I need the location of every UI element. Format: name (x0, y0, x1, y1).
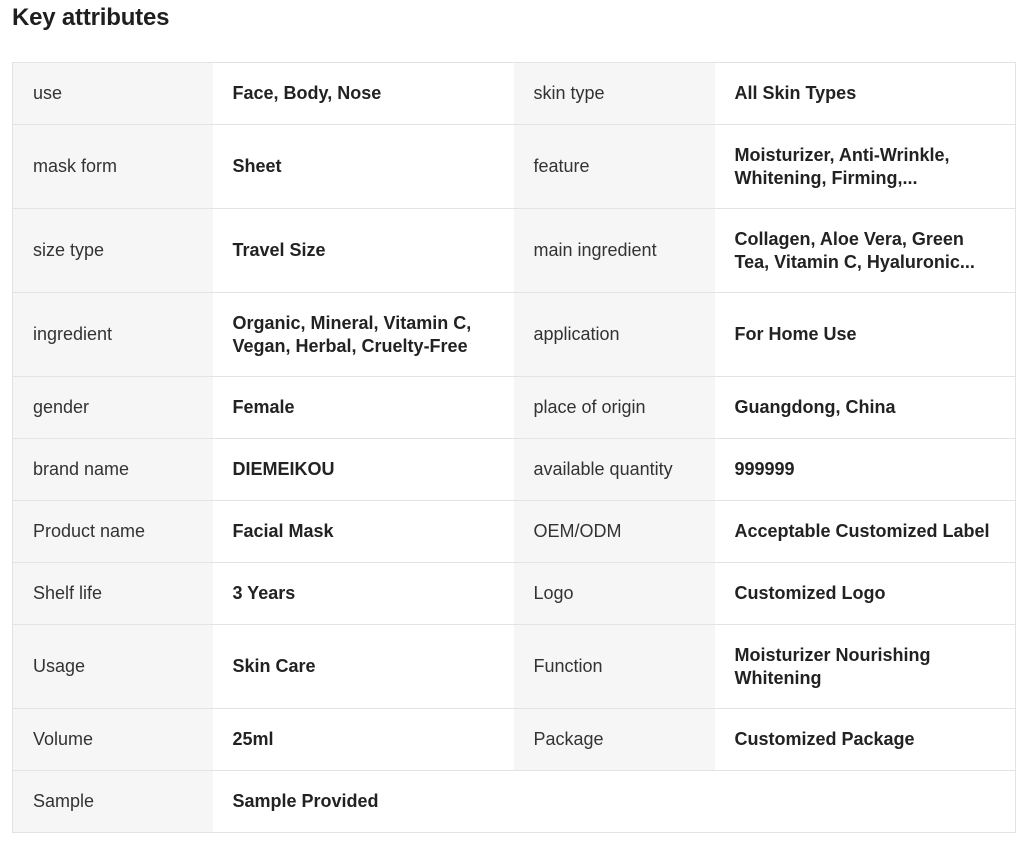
attribute-value: Acceptable Customized Label (715, 501, 1016, 563)
attribute-label: place of origin (514, 377, 715, 439)
attribute-value: Face, Body, Nose (213, 63, 514, 125)
empty-cell (715, 771, 1016, 833)
attribute-label: gender (13, 377, 213, 439)
table-row (13, 625, 1016, 709)
attribute-value: Sample Provided (213, 771, 514, 833)
attribute-value: Customized Logo (715, 563, 1016, 625)
attribute-value: Travel Size (213, 209, 514, 293)
attribute-value: Skin Care (213, 625, 514, 709)
attribute-label: OEM/ODM (514, 501, 715, 563)
table-row (13, 377, 1016, 439)
attribute-label: feature (514, 125, 715, 209)
attribute-label: Function (514, 625, 715, 709)
attribute-label: skin type (514, 63, 715, 125)
table-row (13, 501, 1016, 563)
table-row (13, 125, 1016, 209)
attribute-value: Moisturizer, Anti-Wrinkle, Whitening, Firming,... (715, 125, 1016, 209)
section-title: Key attributes (12, 4, 170, 31)
attribute-value: Sheet (213, 125, 514, 209)
attribute-value: Female (213, 377, 514, 439)
attribute-value: Facial Mask (213, 501, 514, 563)
table-row (13, 209, 1016, 293)
table-row (13, 771, 1016, 833)
attribute-label: Shelf life (13, 563, 213, 625)
attribute-value: 25ml (213, 709, 514, 771)
attribute-value: Organic, Mineral, Vitamin C, Vegan, Herbal, Cruelty-Free (213, 293, 514, 377)
attribute-label: Sample (13, 771, 213, 833)
attribute-label: Volume (13, 709, 213, 771)
table-row (13, 439, 1016, 501)
attribute-value: Customized Package (715, 709, 1016, 771)
attribute-label: Logo (514, 563, 715, 625)
attribute-label: Package (514, 709, 715, 771)
attribute-label: brand name (13, 439, 213, 501)
table-row (13, 293, 1016, 377)
attribute-label: use (13, 63, 213, 125)
attribute-value: 3 Years (213, 563, 514, 625)
attribute-label: application (514, 293, 715, 377)
empty-cell (514, 771, 715, 833)
attribute-label: size type (13, 209, 213, 293)
attribute-value: Collagen, Aloe Vera, Green Tea, Vitamin C, Hyaluronic... (715, 209, 1016, 293)
attribute-value: Moisturizer Nourishing Whitening (715, 625, 1016, 709)
attribute-label: available quantity (514, 439, 715, 501)
table-row (13, 63, 1016, 125)
attribute-label: ingredient (13, 293, 213, 377)
attribute-value: All Skin Types (715, 63, 1016, 125)
attribute-label: main ingredient (514, 209, 715, 293)
attribute-label: Usage (13, 625, 213, 709)
table-row (13, 563, 1016, 625)
attribute-value: For Home Use (715, 293, 1016, 377)
attribute-value: 999999 (715, 439, 1016, 501)
attribute-label: Product name (13, 501, 213, 563)
attribute-value: DIEMEIKOU (213, 439, 514, 501)
table-row (13, 709, 1016, 771)
key-attributes-table (12, 62, 1016, 833)
attribute-value: Guangdong, China (715, 377, 1016, 439)
attribute-label: mask form (13, 125, 213, 209)
